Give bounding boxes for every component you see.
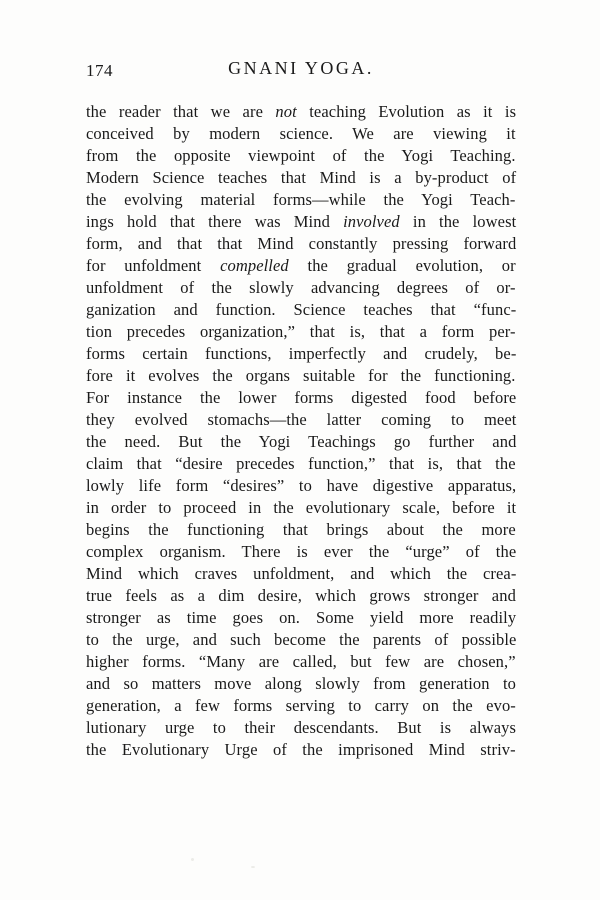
text-segment: Mind which craves unfoldment, and which the crea- (86, 564, 517, 583)
text-segment: the reader that we are (86, 102, 276, 121)
text-segment: lowly life form “desires” to have digestive apparatus, (86, 476, 517, 495)
text-segment: begins the functioning that brings about the more (86, 520, 516, 539)
text-line (86, 563, 516, 585)
text-segment: to the urge, and such become the parents of possible (86, 630, 517, 649)
text-line-content (86, 123, 516, 145)
text-segment: ings hold that there was Mind (86, 212, 344, 231)
text-line (86, 453, 516, 475)
text-line (86, 277, 516, 299)
text-segment: the gradual evolution, or (288, 256, 516, 275)
text-line-content (86, 101, 516, 123)
text-segment: in order to proceed in the evolutionary scale, before it (86, 498, 517, 517)
text-line-content (86, 233, 516, 255)
text-line (86, 255, 516, 277)
text-segment: the need. But the Yogi Teachings go further and (86, 432, 517, 451)
text-segment: claim that “desire precedes function,” that is, that the (86, 454, 516, 473)
body-text (86, 101, 516, 761)
text-line (86, 585, 516, 607)
text-line-content (86, 365, 516, 387)
text-line (86, 695, 516, 717)
text-line-content (86, 585, 516, 607)
text-line (86, 673, 516, 695)
text-segment: true feels as a dim desire, which grows stronger and (86, 586, 516, 605)
text-line (86, 541, 516, 563)
text-segment: lutionary urge to their descendants. But is always (86, 718, 517, 737)
text-line-content (86, 717, 516, 739)
text-line-content (86, 563, 516, 585)
text-line (86, 475, 516, 497)
text-line-content (86, 321, 516, 343)
text-line (86, 101, 516, 123)
text-line (86, 343, 516, 365)
scan-artifact (191, 858, 194, 861)
text-segment: higher forms. “Many are called, but few are chosen,” (86, 652, 516, 671)
text-line (86, 233, 516, 255)
text-line-content (86, 277, 516, 299)
text-line-content (86, 673, 516, 695)
emphasis-text: involved (343, 212, 400, 231)
text-line-content (86, 695, 516, 717)
text-line-content (86, 145, 516, 167)
text-line-content (86, 167, 516, 189)
text-segment: they evolved stomachs—the latter coming to meet (86, 410, 517, 429)
text-line-content (86, 497, 516, 519)
text-segment: complex organism. There is ever the “urge” of the (86, 542, 517, 561)
text-segment: for unfoldment (86, 256, 221, 275)
text-line (86, 211, 516, 233)
text-segment: Modern Science teaches that Mind is a by-product of (86, 168, 517, 187)
scan-artifact (251, 866, 255, 868)
text-line (86, 299, 516, 321)
text-line-content (86, 651, 516, 673)
text-segment: For instance the lower forms digested food before (86, 388, 517, 407)
text-line (86, 607, 516, 629)
text-line (86, 189, 516, 211)
text-segment: from the opposite viewpoint of the Yogi Teaching. (86, 146, 516, 165)
text-line-content (86, 431, 516, 453)
text-line-content (86, 255, 516, 277)
text-line (86, 651, 516, 673)
text-segment: unfoldment of the slowly advancing degrees of or- (86, 278, 516, 297)
text-line-content (86, 607, 516, 629)
text-segment: teaching Evolution as it is (296, 102, 517, 121)
text-line (86, 321, 516, 343)
text-segment: and so matters move along slowly from generation to (86, 674, 517, 693)
text-line-content (86, 409, 516, 431)
emphasis-text: not (275, 102, 297, 121)
text-line (86, 739, 516, 761)
text-line-content (86, 475, 516, 497)
text-segment: the Evolutionary Urge of the imprisoned Mind striv- (86, 740, 516, 759)
text-line (86, 717, 516, 739)
emphasis-text: compelled (220, 256, 289, 275)
text-line-content (86, 739, 516, 761)
page-number: 174 (86, 61, 113, 80)
text-line (86, 497, 516, 519)
text-line-content (86, 299, 516, 321)
text-segment: the evolving material forms—while the Yogi Teach- (86, 190, 516, 209)
text-segment: generation, a few forms serving to carry on the evo- (86, 696, 516, 715)
running-title: GNANI YOGA. (228, 58, 374, 78)
text-line-content (86, 387, 516, 409)
text-segment: forms certain functions, imperfectly and crudely, be- (86, 344, 517, 363)
text-line (86, 409, 516, 431)
text-line (86, 123, 516, 145)
text-line-content (86, 343, 516, 365)
text-segment: ganization and function. Science teaches that “func- (86, 300, 517, 319)
text-line (86, 629, 516, 651)
text-line (86, 145, 516, 167)
text-line-content (86, 453, 516, 475)
text-line (86, 365, 516, 387)
text-segment: fore it evolves the organs suitable for the functioning. (86, 366, 516, 385)
text-segment: stronger as time goes on. Some yield more readily (86, 608, 517, 627)
text-segment: conceived by modern science. We are viewing it (86, 124, 516, 143)
text-line-content (86, 541, 516, 563)
text-line (86, 519, 516, 541)
text-line-content (86, 211, 516, 233)
text-segment: tion precedes organization,” that is, that a form per- (86, 322, 516, 341)
text-segment: in the lowest (399, 212, 517, 231)
text-segment: form, and that that Mind constantly pressing forward (86, 234, 517, 253)
text-line (86, 431, 516, 453)
text-line-content (86, 629, 516, 651)
text-line-content (86, 189, 516, 211)
text-line (86, 387, 516, 409)
text-line (86, 167, 516, 189)
text-line-content (86, 519, 516, 541)
